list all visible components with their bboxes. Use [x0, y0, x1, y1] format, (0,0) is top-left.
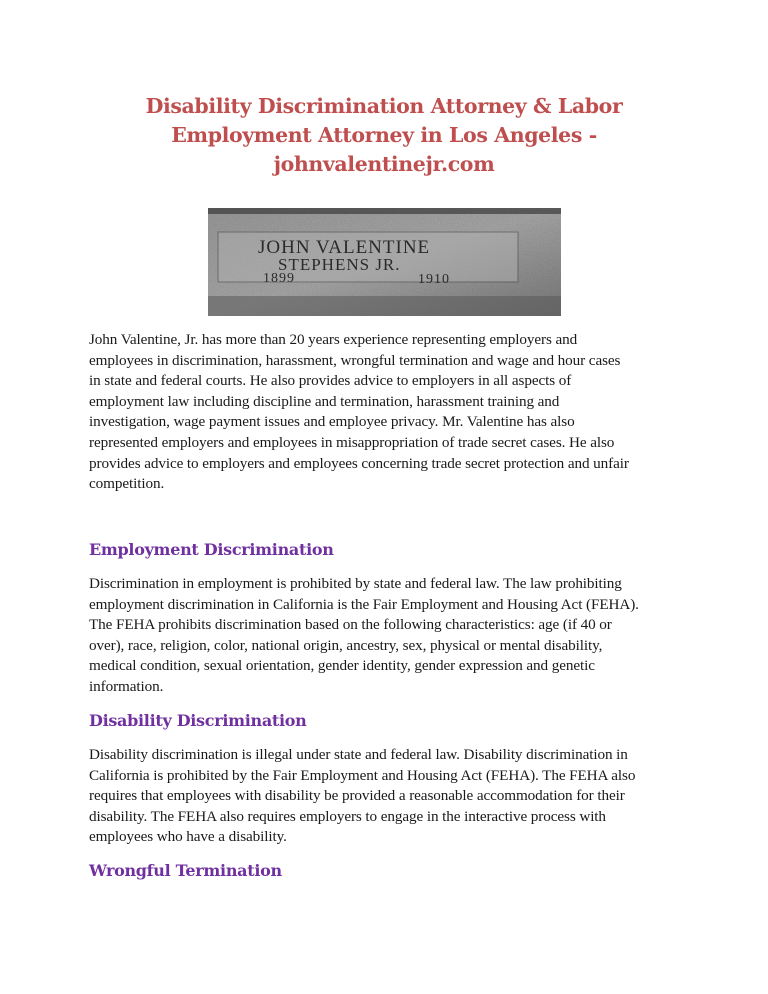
paragraph-line: Discrimination in employment is prohibited by state and federal law. The law prohibiting [89, 575, 622, 592]
heading-disability-discrimination: Disability Discrimination [89, 711, 307, 730]
paragraph-line: over), race, religion, color, national origin, ancestry, sex, physical or mental disability, [89, 636, 603, 654]
title-line: johnvalentinejr.com [273, 152, 495, 176]
paragraph-line: in state and federal courts. He also provides advice to employers in all aspects of [89, 372, 572, 390]
paragraph-line: requires that employees with disability be provided a reasonable accommodation for their [89, 787, 625, 805]
paragraph-line: provides advice to employers and employees concerning trade secret protection and unfair [89, 454, 629, 472]
document-title [100, 92, 668, 179]
disability-discrimination-paragraph [89, 745, 689, 848]
paragraph-line: disability. The FEHA also requires employers to engage in the interactive process with [89, 807, 606, 825]
title-line: Disability Discrimination Attorney & Labor [145, 94, 623, 118]
svg-text:STEPHENS JR.: STEPHENS JR. [278, 255, 401, 274]
paragraph-line: competition. [89, 475, 165, 493]
paragraph-line: California is prohibited by the Fair Employment and Housing Act (FEHA). The FEHA also [89, 766, 636, 784]
heading-wrongful-termination: Wrongful Termination [89, 861, 282, 880]
paragraph-line: employment discrimination in California is the Fair Employment and Housing Act (FEHA). [89, 595, 639, 613]
heading-employment-discrimination: Employment Discrimination [89, 540, 334, 559]
paragraph-line: John Valentine, Jr. has more than 20 years experience representing employers and [89, 331, 578, 348]
intro-paragraph [89, 330, 689, 495]
paragraph-line: represented employers and employees in misappropriation of trade secret cases. He also [89, 433, 615, 451]
paragraph-line: employees who have a disability. [89, 828, 287, 846]
paragraph-line: medical condition, sexual orientation, gender identity, gender expression and genetic [89, 657, 595, 675]
employment-discrimination-paragraph [89, 574, 689, 698]
paragraph-line: information. [89, 677, 164, 695]
svg-text:1910: 1910 [418, 272, 450, 287]
paragraph-line: employees in discrimination, harassment, wrongful termination and wage and hour cases [89, 351, 621, 369]
paragraph-line: investigation, wage payment issues and employee privacy. Mr. Valentine has also [89, 413, 575, 431]
paragraph-line: employment law including discipline and termination, harassment training and [89, 392, 560, 410]
engraving-name: JOHN VALENTINE [258, 237, 431, 258]
paragraph-line: Disability discrimination is illegal under state and federal law. Disability discrimination in [89, 746, 628, 763]
grave-marker-image [208, 208, 561, 316]
svg-text:1899: 1899 [263, 271, 295, 286]
title-line: Employment Attorney in Los Angeles - [171, 123, 597, 147]
paragraph-line: The FEHA prohibits discrimination based on the following characteristics: age (if 40 or [89, 616, 612, 634]
